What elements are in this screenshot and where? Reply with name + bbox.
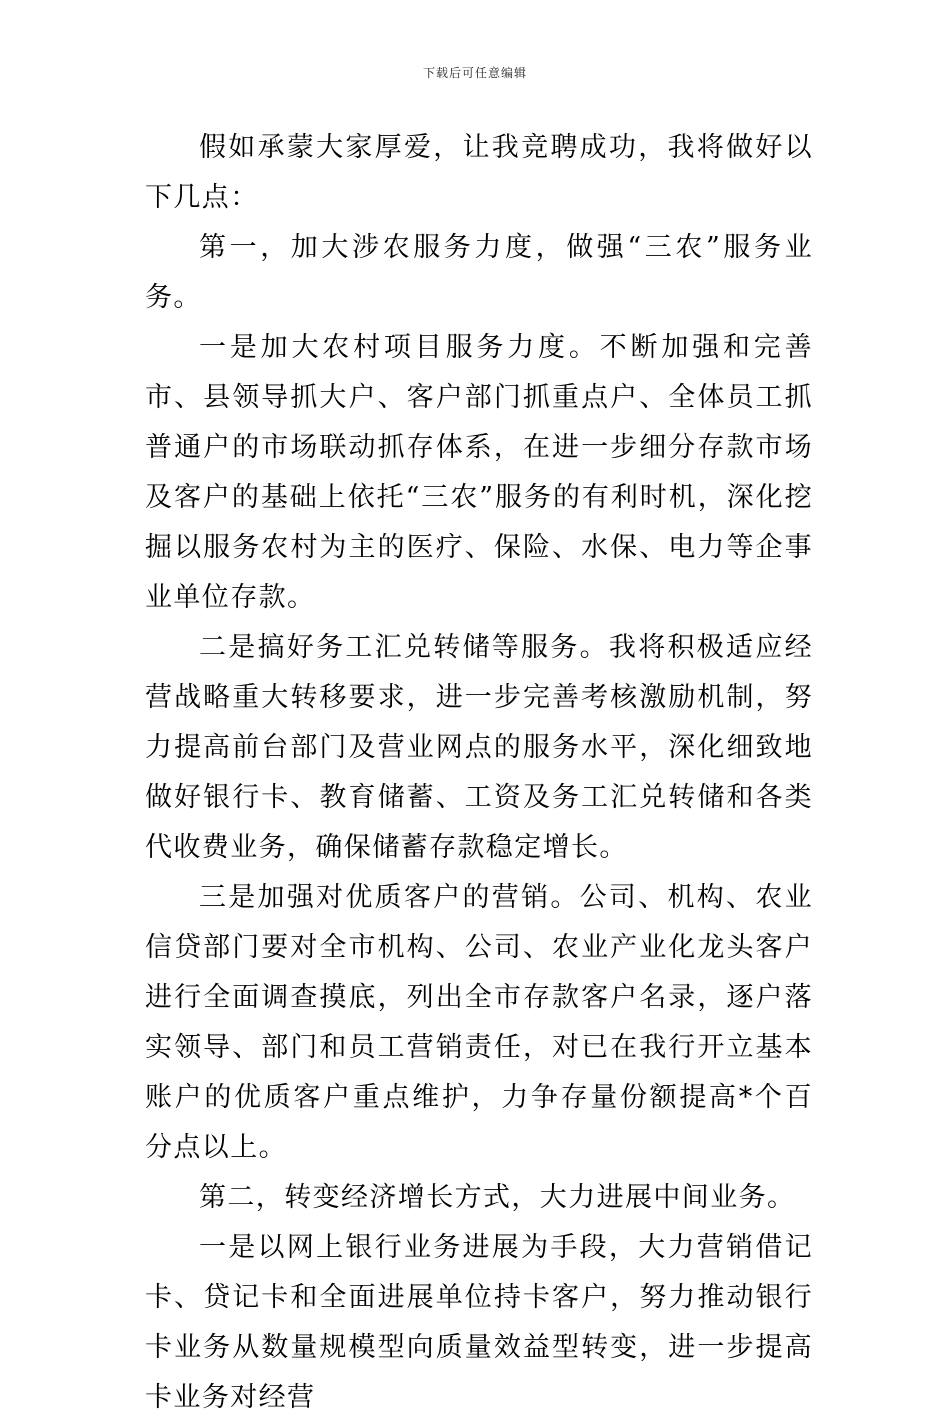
paragraph-item-one: 一是加大农村项目服务力度。不断加强和完善市、县领导抓大户、客户部门抓重点户、全体员工抓普通户的市场联动抓存体系，在进一步细分存款市场及客户的基础上依托“三农”服务的有利时机，深化挖掘以服务农村为主的医疗、保险、水保、电力等企事业单位存款。: [145, 332, 813, 613]
paragraph-section-two-item-one: 一是以网上银行业务进展为手段，大力营销借记卡、贷记卡和全面进展单位持卡客户，努力推动银行卡业务从数量规模型向质量效益型转变，进一步提高卡业务对经营: [145, 1232, 813, 1413]
paragraph-item-three: 三是加强对优质客户的营销。公司、机构、农业信贷部门要对全市机构、公司、农业产业化龙头客户进行全面调查摸底，列出全市存款客户名录，逐户落实领导、部门和员工营销责任，对已在我行开立基本账户的优质客户重点维护，力争存量份额提高*个百分点以上。: [145, 882, 813, 1163]
paragraph-section-one-heading: 第一，加大涉农服务力度，做强“三农”服务业务。: [145, 232, 813, 313]
paragraph-intro: 假如承蒙大家厚爱，让我竞聘成功，我将做好以下几点：: [145, 132, 813, 213]
paragraph-item-two: 二是搞好务工汇兑转储等服务。我将积极适应经营战略重大转移要求，进一步完善考核激励机制，努力提高前台部门及营业网点的服务水平，深化细致地做好银行卡、教育储蓄、工资及务工汇兑转储和各类代收费业务，确保储蓄存款稳定增长。: [145, 632, 813, 863]
paragraph-section-two-heading: 第二，转变经济增长方式，大力进展中间业务。: [199, 1182, 796, 1213]
header-note: 下载后可任意编辑: [422, 66, 527, 80]
document-body: [145, 123, 813, 1423]
